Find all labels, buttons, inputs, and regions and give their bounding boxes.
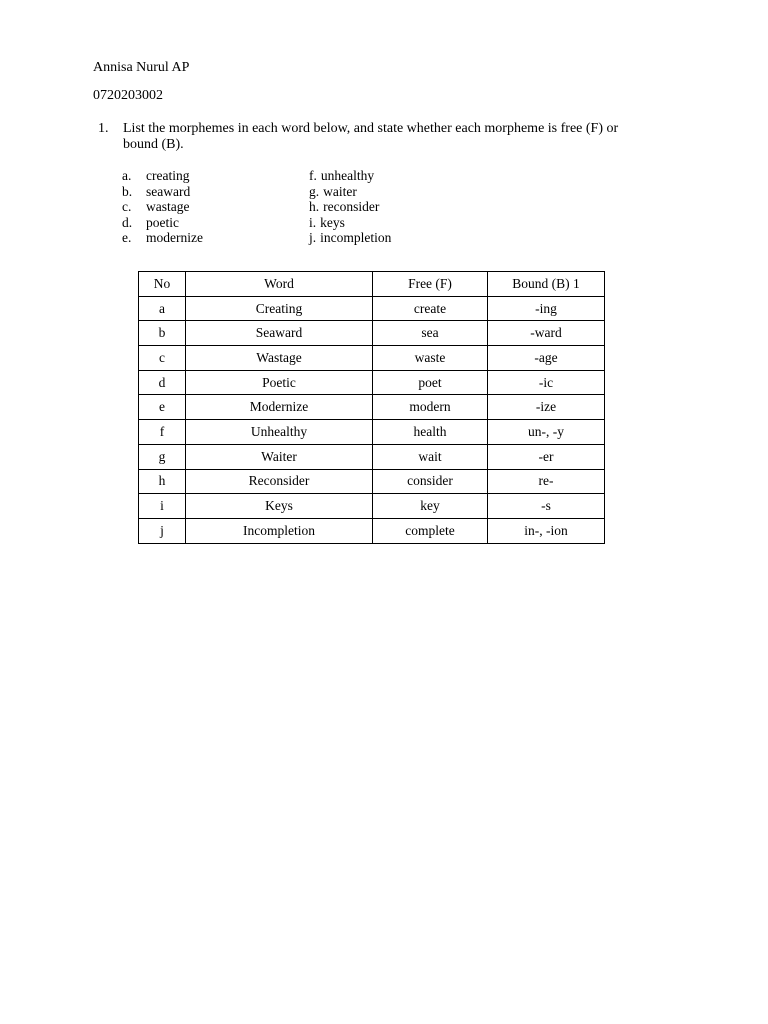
cell-word: Seaward [186, 321, 373, 346]
cell-no: i [139, 494, 186, 519]
cell-word: Incompletion [186, 518, 373, 543]
cell-word: Unhealthy [186, 420, 373, 445]
table-row [139, 420, 605, 445]
table-row [139, 346, 605, 371]
cell-free: sea [373, 321, 488, 346]
item-word: incompletion [320, 230, 392, 245]
list-item [122, 215, 203, 231]
cell-bound: -er [488, 444, 605, 469]
item-letter: i. [309, 214, 317, 230]
item-word: keys [320, 214, 345, 230]
cell-free: wait [373, 444, 488, 469]
cell-no: c [139, 346, 186, 371]
header-word: Word [186, 272, 373, 297]
cell-free: modern [373, 395, 488, 420]
list-item [122, 230, 203, 246]
cell-bound: -s [488, 494, 605, 519]
item-word: reconsider [323, 199, 380, 214]
author-name: Annisa Nurul AP [93, 60, 190, 75]
list-item [122, 199, 203, 215]
cell-free: create [373, 296, 488, 321]
item-letter: c. [122, 199, 132, 214]
morpheme-table [138, 271, 605, 544]
cell-bound: -age [488, 346, 605, 371]
word-list-left [122, 168, 203, 246]
table-row [139, 395, 605, 420]
cell-no: e [139, 395, 186, 420]
cell-word: Keys [186, 494, 373, 519]
cell-word: Reconsider [186, 469, 373, 494]
student-id: 0720203002 [93, 88, 163, 103]
item-word: seaward [146, 183, 191, 199]
item-word: unhealthy [320, 168, 375, 183]
cell-bound: -ize [488, 395, 605, 420]
item-letter: e. [122, 230, 132, 245]
table-row [139, 518, 605, 543]
list-item [309, 215, 391, 231]
item-letter: f. [309, 168, 317, 183]
cell-bound: -ward [488, 321, 605, 346]
cell-bound: -ic [488, 370, 605, 395]
table-row [139, 494, 605, 519]
cell-free: health [373, 420, 488, 445]
cell-word: Wastage [186, 346, 373, 371]
cell-bound: re- [488, 469, 605, 494]
table-row [139, 469, 605, 494]
question-number: 1. [98, 121, 109, 136]
cell-no: d [139, 370, 186, 395]
table-row [139, 444, 605, 469]
item-word: modernize [146, 230, 203, 245]
cell-no: g [139, 444, 186, 469]
header-bound: Bound (B) 1 [488, 272, 605, 297]
cell-no: a [139, 296, 186, 321]
header-free: Free (F) [373, 272, 488, 297]
list-item [122, 184, 203, 200]
list-item [309, 168, 391, 184]
cell-no: b [139, 321, 186, 346]
table-row [139, 370, 605, 395]
item-letter: j. [309, 230, 317, 245]
cell-free: complete [373, 518, 488, 543]
cell-free: consider [373, 469, 488, 494]
cell-bound: -ing [488, 296, 605, 321]
cell-free: poet [373, 370, 488, 395]
item-word: wastage [146, 199, 190, 214]
list-item [309, 184, 391, 200]
list-item [309, 230, 391, 246]
header-no: No [139, 272, 186, 297]
word-list-right [309, 168, 391, 246]
item-letter: a. [122, 168, 132, 183]
table-header-row [139, 272, 605, 297]
list-item [309, 199, 391, 215]
cell-no: j [139, 518, 186, 543]
list-item [122, 168, 203, 184]
cell-no: h [139, 469, 186, 494]
cell-bound: in-, -ion [488, 518, 605, 543]
cell-free: waste [373, 346, 488, 371]
item-word: poetic [146, 214, 179, 230]
table-row [139, 296, 605, 321]
item-letter: d. [122, 214, 133, 230]
item-letter: b. [122, 183, 133, 199]
cell-word: Waiter [186, 444, 373, 469]
cell-word: Modernize [186, 395, 373, 420]
cell-word: Poetic [186, 370, 373, 395]
cell-bound: un-, -y [488, 420, 605, 445]
table-row [139, 321, 605, 346]
cell-no: f [139, 420, 186, 445]
item-word: creating [146, 168, 190, 183]
question-text: List the morphemes in each word below, and state whether each morpheme is free (F) or bound (B). [123, 121, 619, 152]
item-letter: g. [309, 183, 320, 199]
cell-word: Creating [186, 296, 373, 321]
cell-free: key [373, 494, 488, 519]
item-letter: h. [309, 199, 320, 214]
item-word: waiter [323, 183, 357, 199]
